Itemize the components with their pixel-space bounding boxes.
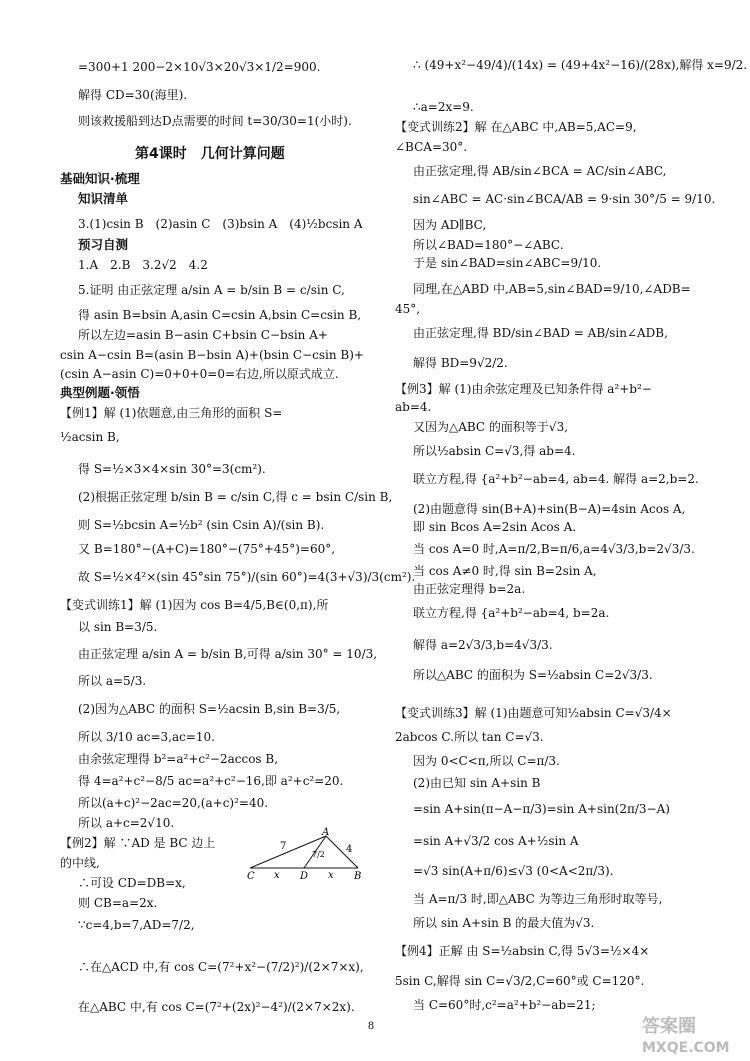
text-line: 当 cos A=0 时,A=π/2,B=π/6,a=4√3/3,b=2√3/3.: [413, 542, 695, 556]
label-d: D: [300, 871, 309, 882]
subsection-heading: 知识清单: [78, 191, 129, 206]
side-ab: [326, 836, 358, 868]
text-line: 【变式训练3】解 (1)由题意可知½absin C=√3/4×: [395, 706, 672, 720]
text-line: ab=4.: [395, 400, 432, 414]
text-line: 由正弦定理,得 AB/sin∠BCA = AC/sin∠ABC,: [413, 164, 667, 178]
text-line: 【例3】解 (1)由余弦定理及已知条件得 a²+b²−: [395, 382, 652, 396]
text-line: ∴在△ACD 中,有 cos C=(7²+x²−(7/2)²)/(2×7×x),: [78, 960, 364, 974]
triangle-figure: [248, 826, 363, 881]
text-line: ∴ (49+x²−49/4)/(14x) = (49+4x²−16)/(28x),解得 x=9/2.: [413, 58, 748, 72]
label-b-len: 7: [280, 841, 287, 852]
section-heading: 基础知识·梳理: [60, 171, 140, 186]
label-x2: x: [328, 870, 334, 881]
label-a: A: [322, 827, 330, 838]
text-line: 又因为△ABC 的面积等于√3,: [413, 420, 569, 434]
text-line: 解得 a=2√3/3,b=4√3/3.: [413, 638, 553, 652]
text-line: 得 4=a²+c²−8/5 ac=a²+c²−16,即 a²+c²=20.: [78, 774, 344, 788]
text-line: 则 CB=a=2x.: [78, 896, 158, 910]
text-line: 的中线,: [60, 856, 100, 870]
text-line: 解得 BD=9√2/2.: [413, 356, 508, 370]
text-line: 所以 a=5/3.: [78, 674, 147, 688]
text-line: ∴可设 CD=DB=x,: [78, 876, 186, 890]
text-line: 所以½absin C=√3,得 ab=4.: [413, 444, 576, 458]
text-line: =300+1 200−2×10√3×20√3×1/2=900.: [78, 60, 321, 74]
text-line: 以 sin B=3/5.: [78, 620, 158, 634]
text-line: 所以 sin A+sin B 的最大值为√3.: [413, 916, 595, 930]
section-title: 第4课时 几何计算问题: [135, 146, 285, 162]
text-line: =sin A+sin(π−A−π/3)=sin A+sin(2π/3−A): [413, 802, 670, 816]
text-line: 得 asin B=bsin A,asin C=csin A,bsin C=csin B,: [78, 308, 362, 322]
text-line: 【变式训练1】解 (1)因为 cos B=4/5,B∈(0,π),所: [60, 598, 329, 612]
text-line: 则 S=½bcsin A=½b² (sin Csin A)/(sin B).: [78, 518, 325, 532]
text-line: ∴a=2x=9.: [413, 100, 474, 114]
text-line: 45°,: [395, 302, 421, 316]
text-line: 故 S=½×4²×(sin 45°sin 75°)/(sin 60°)=4(3+√3)/3(cm²).: [78, 570, 416, 584]
text-line: 5.证明 由正弦定理 a/sin A = b/sin B = c/sin C,: [78, 283, 345, 297]
text-line: 【例4】正解 由 S=½absin C,得 5√3=½×4×: [395, 944, 650, 958]
text-line: csin A−csin B=(asin B−bsin A)+(bsin C−csin B)+: [60, 348, 364, 362]
text-line: 因为 0<C<π,所以 C=π/3.: [413, 754, 560, 768]
label-c: C: [247, 871, 255, 882]
text-line: 则该救援船到达D点需要的时间 t=30/30=1(小时).: [78, 114, 352, 128]
text-line: 由正弦定理,得 BD/sin∠BAD = AB/sin∠ADB,: [413, 326, 668, 340]
text-line: 当 C=60°时,c²=a²+b²−ab=21;: [413, 998, 596, 1012]
watermark-logo: [640, 1010, 740, 1056]
text-line: 所以△ABC 的面积为 S=½absin C=2√3/3.: [413, 668, 653, 682]
text-line: 【变式训练2】解 在△ABC 中,AB=5,AC=9,: [395, 120, 637, 134]
label-c-len: 4: [346, 844, 353, 855]
text-line: 【例1】解 (1)依题意,由三角形的面积 S=: [60, 406, 283, 420]
text-line: 所以∠BAD=180°−∠ABC.: [413, 238, 564, 252]
text-line: 【例2】解 ∵AD 是 BC 边上: [60, 836, 216, 850]
text-line: 解得 CD=30(海里).: [78, 88, 188, 102]
text-line: 所以 3/10 ac=3,ac=10.: [78, 730, 215, 744]
text-line: sin∠ABC = AC·sin∠BCA/AB = 9·sin 30°/5 = 9/10.: [413, 192, 716, 206]
text-line: ∵c=4,b=7,AD=7/2,: [78, 918, 195, 932]
text-line: =√3 sin(A+π/6)≤√3 (0<A<2π/3).: [413, 864, 614, 878]
text-line: =sin A+√3/2 cos A+½sin A: [413, 834, 579, 848]
subsection-heading: 预习自测: [78, 237, 129, 252]
text-line: (2)因为△ABC 的面积 S=½acsin B,sin B=3/5,: [78, 702, 341, 716]
text-line: 得 S=½×3×4×sin 30°=3(cm²).: [78, 462, 266, 476]
text-line: (2)根据正弦定理 b/sin B = c/sin C,得 c = bsin C/sin B,: [78, 490, 393, 504]
text-line: 即 sin Bcos A=2sin Acos A.: [413, 520, 577, 534]
text-line: 于是 sin∠BAD=sin∠ABC=9/10.: [413, 256, 602, 270]
section-heading: 典型例题·领悟: [60, 385, 140, 400]
text-line: 又 B=180°−(A+C)=180°−(75°+45°)=60°,: [78, 542, 336, 556]
text-line: (csin A−asin C)=0+0+0=0=右边,所以原式成立.: [60, 367, 339, 381]
text-line: (2)由已知 sin A+sin B: [413, 776, 541, 790]
page-number: 8: [368, 1018, 374, 1032]
text-line: 所以(a+c)²−2ac=20,(a+c)²=40.: [78, 796, 269, 810]
svg-text:答案圈: 答案圈: [642, 1016, 696, 1037]
text-line: ∠BCA=30°.: [395, 140, 468, 154]
label-x1: x: [274, 870, 280, 881]
text-line: 1.A 2.B 3.2√2 4.2: [78, 258, 208, 272]
svg-text:MXQE.COM: MXQE.COM: [642, 1040, 730, 1056]
label-b: B: [354, 871, 362, 882]
text-line: 同理,在△ABD 中,AB=5,sin∠BAD=9/10,∠ADB=: [413, 282, 691, 296]
text-line: 5sin C,解得 sin C=√3/2,C=60°或 C=120°.: [395, 974, 645, 988]
text-line: 联立方程,得 {a²+b²−ab=4, ab=4. 解得 a=2,b=2.: [413, 472, 699, 486]
text-line: 3.(1)csin B (2)asin C (3)bsin A (4)½bcsin A: [78, 217, 363, 231]
text-line: 由正弦定理得 b=2a.: [413, 582, 526, 596]
text-line: 在△ABC 中,有 cos C=(7²+(2x)²−4²)/(2×7×2x).: [78, 1000, 355, 1014]
text-line: 联立方程,得 {a²+b²−ab=4, b=2a.: [413, 606, 610, 620]
text-line: (2)由题意得 sin(B+A)+sin(B−A)=4sin Acos A,: [413, 502, 686, 516]
text-line: 所以 a+c=2√10.: [78, 816, 175, 830]
text-line: 当 cos A≠0 时,得 sin B=2sin A,: [413, 564, 597, 578]
text-line: 由正弦定理 a/sin A = b/sin B,可得 a/sin 30° = 10/3,: [78, 647, 378, 661]
text-line: 所以左边=asin B−asin C+bsin C−bsin A+: [78, 328, 328, 342]
text-line: 由余弦定理得 b²=a²+c²−2accos B,: [78, 752, 279, 766]
text-line: 2abcos C.所以 tan C=√3.: [395, 730, 544, 744]
label-ad-len: 7/2: [312, 850, 325, 859]
text-line: 当 A=π/3 时,即△ABC 为等边三角形时取等号,: [413, 892, 663, 906]
text-line: ½acsin B,: [60, 430, 120, 444]
text-line: 因为 AD∥BC,: [413, 218, 487, 232]
